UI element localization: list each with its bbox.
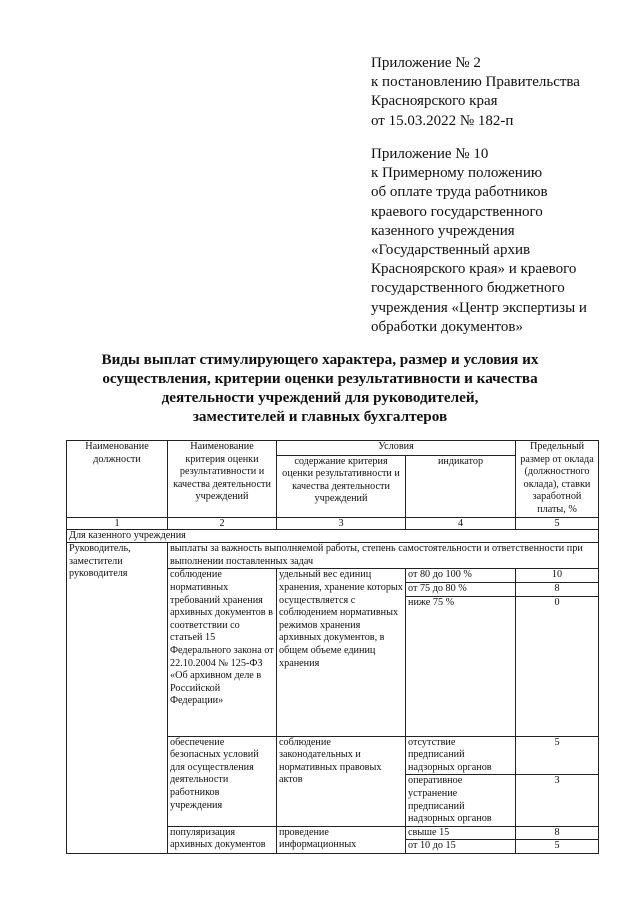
criterion-cell: популяризация архивных документов (168, 826, 277, 853)
payments-table (66, 440, 599, 854)
title-line: деятельности учреждений для руководителей, (161, 389, 479, 406)
content-cell: соблюдение законодательных и нормативных правовых актов (277, 736, 406, 826)
document-title (60, 350, 580, 426)
header-criterion: Наименование критерия оценки результативности и качества деятельности учреждений (168, 441, 277, 518)
limit-cell: 3 (516, 775, 599, 826)
appendix-10-line: об оплате труда работников (371, 184, 548, 201)
position-name: Руководитель, заместители руководителя (67, 543, 168, 854)
appendix-10-line: государственного бюджетного (371, 280, 565, 297)
limit-cell: 10 (516, 569, 599, 583)
appendix-10-line: краевого государственного (371, 203, 543, 220)
limit-cell: 5 (516, 736, 599, 775)
column-number: 1 (67, 517, 168, 529)
title-line: заместителей и главных бухгалтеров (192, 408, 448, 425)
indicator-cell: оперативное устранение предписаний надзорных органов (406, 775, 516, 826)
appendix-10-line: Приложение № 10 (371, 146, 489, 162)
limit-cell: 5 (516, 840, 599, 854)
table-header-row (67, 441, 599, 456)
header-limit: Предельный размер от оклада (должностного оклада), ставки заработной платы, % (516, 441, 599, 518)
limit-cell: 8 (516, 826, 599, 840)
indicator-cell: от 80 до 100 % (406, 569, 516, 583)
criterion-cell: соблюдение нормативных требований хранения архивных документов в соответствии со статьей 15 Федерального закона от 22.10.2004 № 125-ФЗ «Об архивном деле в Российской Федерации» (168, 569, 277, 736)
appendix-2-block (371, 54, 631, 131)
payment-type: выплаты за важность выполняемой работы, степень самостоятельности и ответственности при выполнении поставленных задач (168, 543, 599, 569)
appendix-10-line: «Государственный архив (371, 242, 531, 259)
indicator-cell: от 10 до 15 (406, 840, 516, 854)
appendix-2-line: от 15.03.2022 № 182-п (371, 112, 514, 129)
column-number: 5 (516, 517, 599, 529)
indicator-cell: ниже 75 % (406, 596, 516, 736)
limit-cell: 0 (516, 596, 599, 736)
appendix-2-line: Красноярского края (371, 93, 498, 110)
title-line: Виды выплат стимулирующего характера, размер и условия их (101, 351, 539, 368)
indicator-cell: от 75 до 80 % (406, 582, 516, 596)
header-indicator: индикатор (406, 455, 516, 517)
section-label: Для казенного учреждения (67, 529, 599, 543)
column-number: 2 (168, 517, 277, 529)
column-number: 3 (277, 517, 406, 529)
indicator-cell: свыше 15 (406, 826, 516, 840)
column-number: 4 (406, 517, 516, 529)
content-cell: удельный вес единиц хранения, хранение которых осуществляется с соблюдением нормативных режимов хранения архивных документов, в общем объеме единиц хранения (277, 569, 406, 736)
appendix-2-line: Приложение № 2 (371, 55, 481, 71)
title-line: осуществления, критерии оценки результативности и качества (102, 370, 538, 387)
criterion-cell: обеспечение безопасных условий для осуществления деятельности работников учреждения (168, 736, 277, 826)
header-position: Наименование должности (67, 441, 168, 518)
appendix-10-line: казенного учреждения (371, 222, 515, 239)
appendix-10-block (371, 145, 631, 337)
header-conditions: Условия (277, 441, 516, 456)
appendix-10-line: учреждения «Центр экспертизы и (371, 299, 587, 316)
appendix-10-line: обработки документов» (371, 318, 523, 335)
appendix-10-line: к Примерному положению (371, 165, 543, 182)
header-content: содержание критерия оценки результативности и качества деятельности учреждений (277, 455, 406, 517)
payment-type-row (67, 543, 599, 569)
section-row (67, 529, 599, 543)
limit-cell: 8 (516, 582, 599, 596)
content-cell: проведение информационных (277, 826, 406, 853)
table-number-row (67, 517, 599, 529)
appendix-2-line: к постановлению Правительства (371, 74, 580, 91)
appendix-10-line: Красноярского края» и краевого (371, 261, 577, 278)
indicator-cell: отсутствие предписаний надзорных органов (406, 736, 516, 775)
